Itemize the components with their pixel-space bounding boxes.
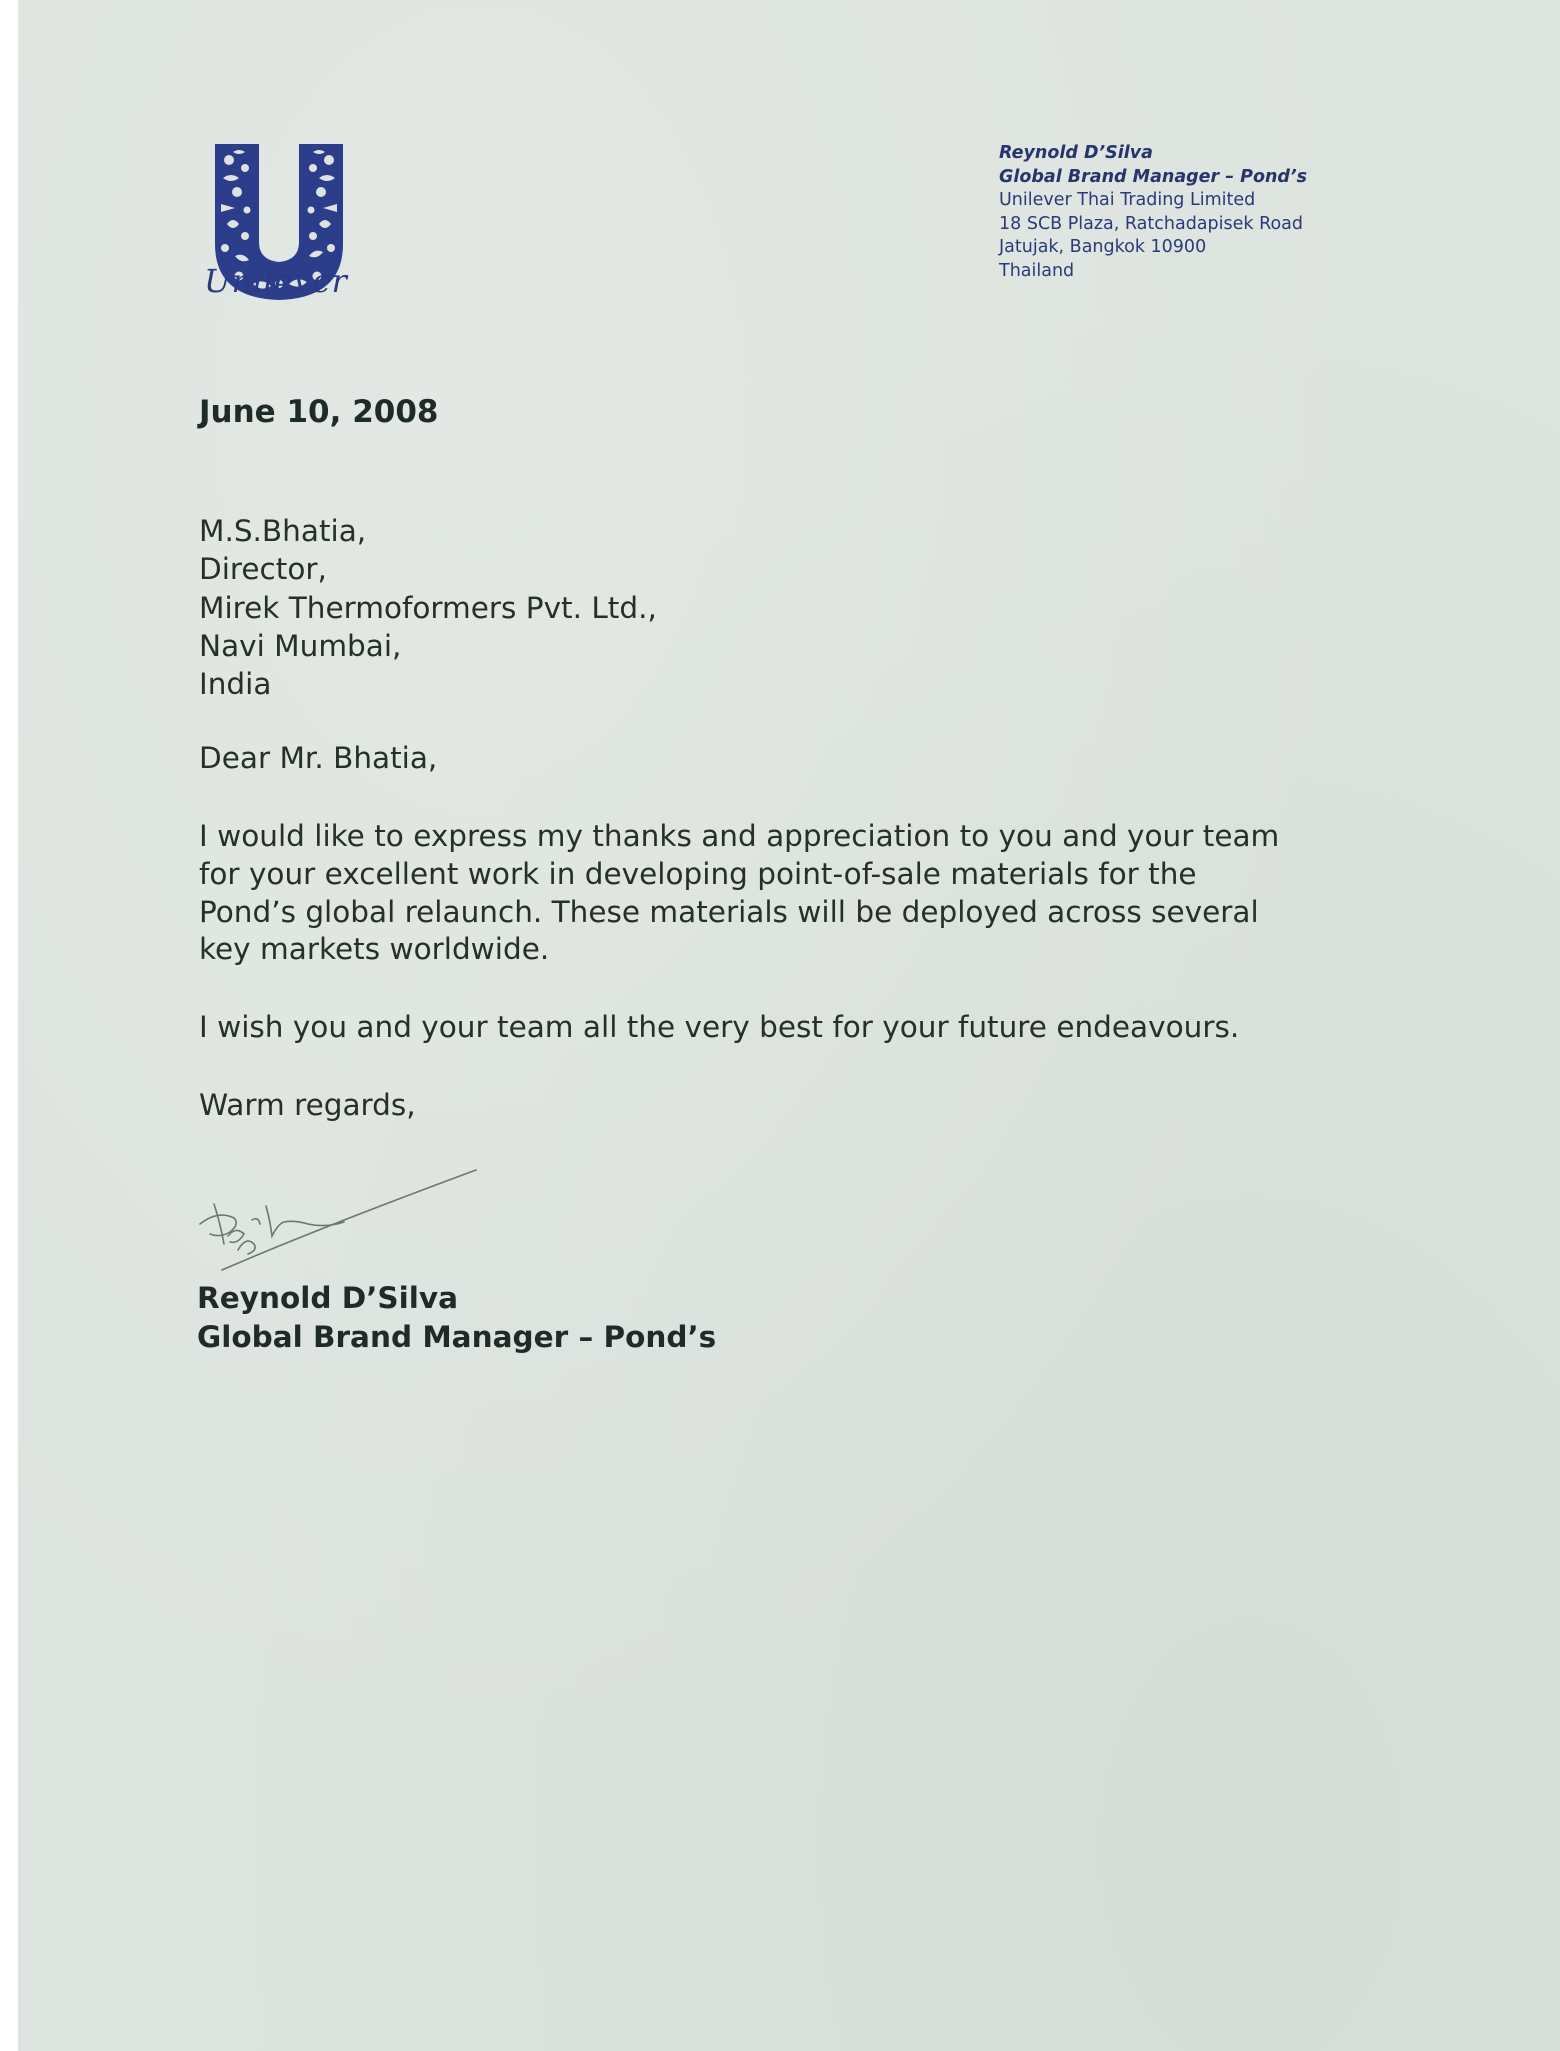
recipient-line: M.S.Bhatia, [199,514,367,548]
letterhead-sender-block [999,142,1307,283]
letterhead-address-line: Jatujak, Bangkok 10900 [999,237,1207,257]
letterhead-sender-title: Global Brand Manager – Pond’s [999,166,1308,187]
letterhead-address-line: Unilever Thai Trading Limited [999,190,1256,210]
letterhead-address-line: 18 SCB Plaza, Ratchadapisek Road [999,213,1303,234]
salutation: Dear Mr. Bhatia, [199,741,438,775]
paragraph-line: Pond’s global relaunch. These materials will be deployed across several [199,894,1259,929]
recipient-line: Mirek Thermoformers Pvt. Ltd., [199,590,657,625]
body-paragraph-2: I wish you and your team all the very best for your future endeavours. [199,1010,1240,1044]
signatory-block [197,1279,716,1357]
paragraph-line: for your excellent work in developing point-of-sale materials for the [199,856,1197,891]
handwritten-signature [194,1160,494,1280]
paragraph-line: I would like to express my thanks and appreciation to you and your team [199,819,1280,853]
closing: Warm regards, [199,1088,416,1122]
recipient-line: India [199,667,272,702]
letter-page [18,0,1560,2051]
letterhead-sender-name: Reynold D’Silva [999,143,1153,163]
signatory-title: Global Brand Manager – Pond’s [197,1320,717,1354]
recipient-address [199,512,657,703]
letter-date: June 10, 2008 [199,394,439,430]
body-paragraph-1 [199,818,1279,969]
signatory-name: Reynold D’Silva [197,1281,459,1315]
unilever-wordmark: Unilever [204,262,348,300]
letterhead-address-line: Thailand [999,260,1075,281]
paragraph-line: key markets worldwide. [199,932,550,967]
recipient-line: Director, [199,552,327,587]
recipient-line: Navi Mumbai, [199,628,402,663]
